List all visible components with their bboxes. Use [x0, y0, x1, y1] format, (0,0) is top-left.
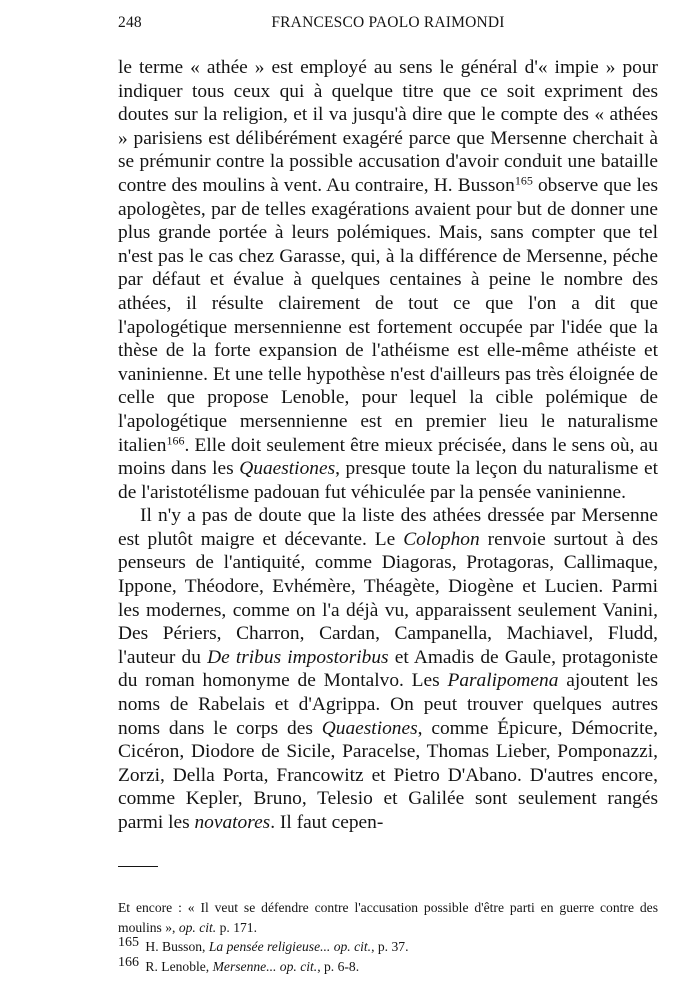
paragraph	[118, 56, 658, 504]
footnote-text: Et encore : « Il veut se défendre contre l'accusation possible d'être parti en guerre contre des moulins »,	[118, 900, 658, 935]
footnote-text: p. 171.	[216, 919, 257, 935]
footnote-ref-166[interactable]: 166	[166, 432, 185, 447]
text-segment: ajoutent les noms de Rabelais et d'Agrippa. On peut trouver quelques autres noms dans le corps des	[118, 670, 659, 739]
running-head: FRANCESCO PAOLO RAIMONDI	[271, 14, 505, 31]
text-segment: Il n'y a pas de doute que la liste des athées dressée par Mersenne est plutôt maigre et décevante. Le	[118, 505, 658, 550]
footnote-separator	[118, 866, 158, 867]
footnote-text: R. Lenoble,	[142, 958, 213, 974]
footnote-italic: Mersenne... op. cit.	[212, 958, 318, 974]
italic-title: Paralipomena	[447, 670, 559, 692]
text-segment: , presque toute la leçon du naturalisme et de l'aristotélisme padouan fut véhiculée par la pensée vaninienne.	[118, 458, 658, 503]
footnote-text: , p. 6-8.	[317, 958, 360, 974]
text-segment: . Il faut cepen-	[270, 812, 384, 833]
footnotes	[118, 898, 658, 976]
footnote-text: H. Busson,	[142, 939, 209, 955]
paragraph	[118, 504, 658, 834]
text-segment: le terme « athée » est employé au sens le général d'« impie » pour indiquer tous ceux qui à quelque titre que ce soit expriment des doutes sur la religion, et il va jusqu'à dire que le compte des « athées » parisiens est délibérément exagéré parce que Mersenne cherchait à se prémunir contre la possible accusation d'avoir conduit une bataille contre des moulins à vent. Au contraire, H. Busson	[118, 57, 658, 196]
footnote-italic: op. cit.	[178, 919, 217, 935]
text-segment: renvoie surtout à des penseurs de l'antiquité, comme Diagoras, Protagoras, Callimaque, Ippone, Théodore, Evhémère, Théagète, Diogène et Lucien. Parmi les modernes, comme on l'a déjà vu, apparaissent seulement Vanini, Des Périers, Charron, Cardan, Campanella, Machiavel, Fludd, l'auteur du	[118, 528, 658, 668]
italic-title: De tribus impostoribus	[207, 646, 389, 668]
italic-title: Colophon	[403, 528, 480, 550]
footnote-number: 166	[118, 954, 139, 970]
text-segment: et Amadis de Gaule, protagoniste du roman homonyme de Montalvo. Les	[118, 646, 658, 692]
body-text	[118, 56, 658, 835]
footnote-165	[118, 937, 658, 957]
italic-title: Quaestiones	[321, 717, 418, 739]
footnote-number: 165	[118, 935, 139, 951]
footnote-ref-165[interactable]: 165	[514, 173, 533, 188]
footnote-166	[118, 954, 658, 977]
footnote-continuation	[118, 898, 658, 937]
page-header	[118, 14, 658, 36]
footnote-text: , p. 37.	[371, 939, 409, 955]
text-segment: . Elle doit seulement être mieux précisée, dans le sens où, au moins dans les	[118, 434, 658, 480]
text-segment: , comme Épicure, Démocrite, Cicéron, Diodore de Sicile, Paracelse, Thomas Lieber, Pomponazzi, Zorzi, Della Porta, Francowitz et Pietro D'Abano. D'autres encore, comme Kepler, Bruno, Telesio et Galilée sont seulement rangés parmi les	[118, 717, 658, 833]
italic-title: Quaestiones	[239, 458, 336, 480]
footnote-italic: La pensée religieuse... op. cit.	[208, 939, 372, 955]
page-number: 248	[118, 14, 142, 31]
italic-term: novatores	[194, 812, 271, 833]
text-segment: observe que les apologètes, par de telles exagérations avaient pour but de donner une plus grande portée à leurs polémiques. Mais, sans compter que tel n'est pas le cas chez Garasse, qui, à la différence de Mersenne, péche par défaut et évalue à quelques centaines à peine le nombre des athées, il résulte clairement de tout ce que l'on a dit que l'apologétique mersennienne est fortement occupée par l'idée que la thèse de la forte expansion de l'athéisme est elle-même athéiste et vaninienne. Et une telle hypothèse n'est d'ailleurs pas très éloignée de celle que propose Lenoble, pour lequel la cible polémique de l'apologétique mersennienne est en premier lieu le naturalisme italien	[118, 174, 658, 456]
